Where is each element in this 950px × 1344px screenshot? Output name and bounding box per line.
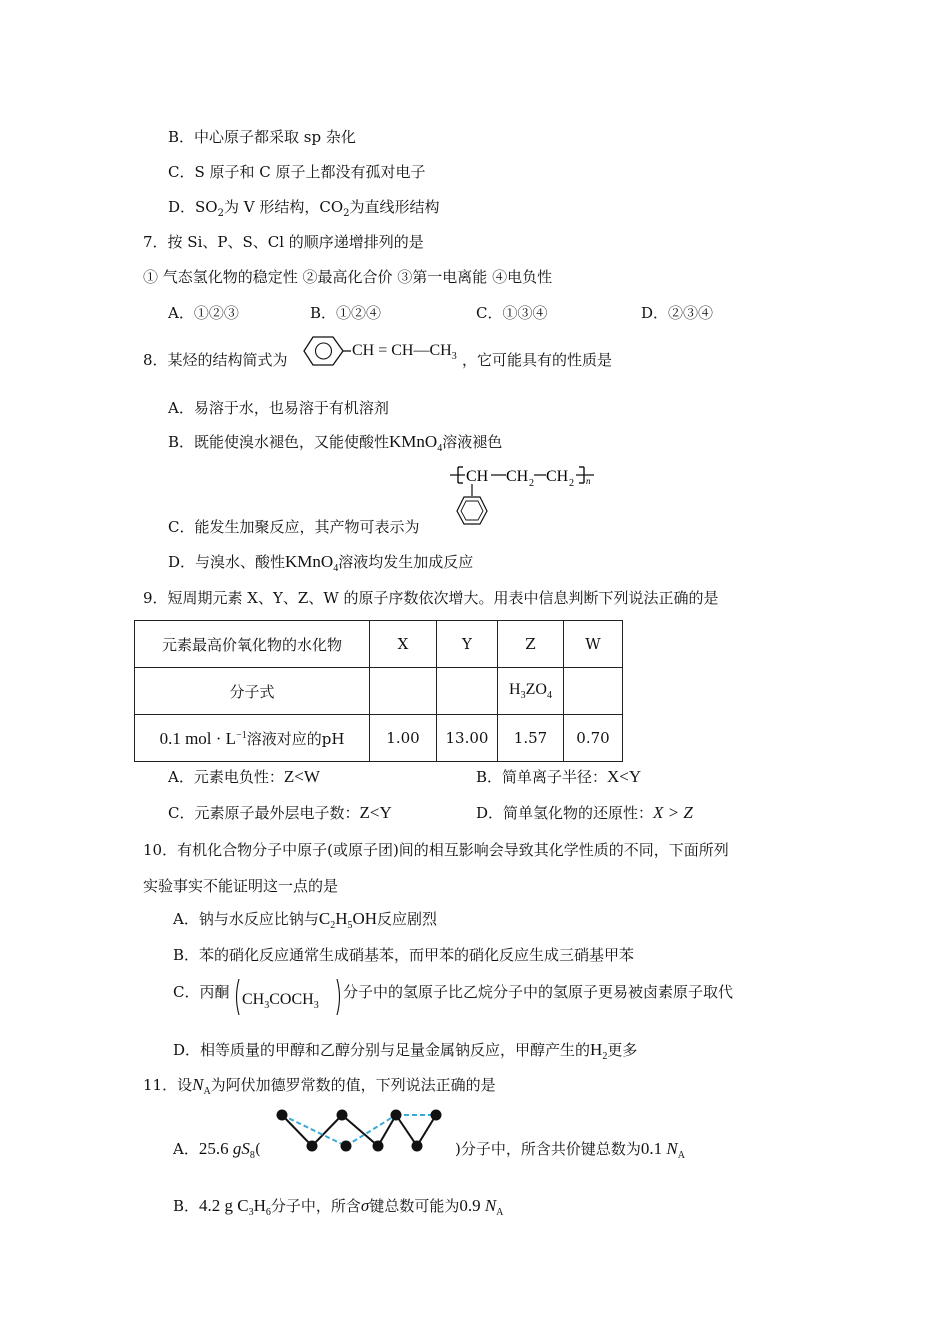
table-cell-w-formula [564,668,623,715]
table-header-z: Z [498,621,564,668]
q9-option-a: A．元素电负性：Z<W [168,767,320,786]
q7-option-c: C．①③④ [476,304,548,322]
q11-option-a-suffix: )分子中，所含共价键总数为0.1 $N_A$ [455,1139,685,1161]
q8-option-b: B．既能使溴水褪色，又能使酸性KMnO$_4$溶液褪色 [168,432,503,454]
q7-items: ① 气态氢化物的稳定性 ②最高化合价 ③第一电离能 ④电负性 [143,268,553,286]
q8-option-a: A．易溶于水，也易溶于有机溶剂 [168,399,389,417]
q7-option-b: B．①②④ [310,304,382,322]
table-cell-x-ph: 1.00 [370,715,437,762]
polymer-ch2-a: CH [506,468,529,485]
sulfur-atom [391,1110,402,1121]
sulfur-atom [337,1110,348,1121]
q6-option-d: D．$SO_2$为 V 形结构，$CO_2$为直线形结构 [168,198,440,219]
q9-option-c: C．元素原子最外层电子数：Z<Y [168,803,392,822]
q7-option-d: D．②③④ [641,304,714,322]
q10-option-c-prefix: C．丙酮 [173,983,230,1001]
q11-option-b: B．4.2 g $C_3H_6$分子中，所含σ键总数可能为0.9 $N_A$ [173,1196,504,1218]
sulfur-atom [373,1141,384,1152]
table-cell-w-ph: 0.70 [564,715,623,762]
benzene-ring-icon [303,334,349,368]
q8-stem-suffix: ，它可能具有的性质是 [462,351,613,369]
q9-table [134,620,623,762]
table-header-w: W [564,621,623,668]
s8-ring-diagram [270,1105,445,1155]
polymer-ch2-b-sub: 2 [569,478,574,489]
sulfur-atom [341,1141,352,1152]
table-header-y: Y [437,621,498,668]
polymer-ch2-a-sub: 2 [529,478,534,489]
table-row-ph-label: 0.1 mol · $L^{-1}$溶液对应的pH [135,715,370,762]
sulfur-atom [307,1141,318,1152]
q6-option-b: B．中心原子都采取 sp 杂化 [168,128,356,146]
polymer-ch: CH [466,468,489,485]
q9-option-d: D．简单氢化物的还原性：X > Z [476,803,693,822]
q11-stem: 11．设$N_A$为阿伏加德罗常数的值，下列说法正确的是 [143,1075,496,1097]
q6-option-c: C．S 原子和 C 原子上都没有孤对电子 [168,163,426,181]
q10-stem-line2: 实验事实不能证明这一点的是 [143,877,339,895]
q10-option-c-suffix: 分子中的氢原子比乙烷分子中的氢原子更易被卤素原子取代 [343,983,734,1001]
polymer-structure [448,462,598,534]
q9-option-b: B．简单离子半径：X<Y [476,767,642,786]
table-header-x: X [370,621,437,668]
table-cell-y-formula [437,668,498,715]
table-row-formula-label: 分子式 [135,668,370,715]
table-cell-z-formula: $H_3ZO_4$ [498,668,564,715]
table-cell-z-ph: 1.57 [498,715,564,762]
q9-stem: 9．短周期元素 X、Y、Z、W 的原子序数依次增大。用表中信息判断下列说法正确的是 [143,589,719,607]
polymer-ch2-b: CH [546,468,569,485]
q10-option-d: D．相等质量的甲醇和乙醇分别与足量金属钠反应，甲醇产生的$H_2$更多 [173,1040,638,1062]
polymer-n: n [586,476,591,486]
sulfur-atom [412,1141,423,1152]
table-cell-x-formula [370,668,437,715]
q10-stem-line1: 10．有机化合物分子中原子(或原子团)间的相互影响会导致其化学性质的不同，下面所列 [143,841,729,859]
q8-stem-prefix: 8．某烃的结构简式为 [143,351,288,369]
q10-option-b: B．苯的硝化反应通常生成硝基苯，而甲苯的硝化反应生成三硝基甲苯 [173,946,635,964]
acetone-formula-text: $CH_3COCH_3$ [242,991,319,1012]
q8-option-c: C．能发生加聚反应，其产物可表示为 [168,518,420,536]
sulfur-atom [277,1110,288,1121]
q8-option-d: D．与溴水、酸性KMnO$_4$溶液均发生加成反应 [168,552,474,574]
q8-formula: CH = $CH—CH_3$ [352,342,457,363]
q7-stem: 7．按 Si、P、S、Cl 的顺序递增排列的是 [143,233,424,251]
table-header-label: 元素最高价氧化物的水化物 [135,621,370,668]
table-cell-y-ph: 13.00 [437,715,498,762]
q10-option-a: A．钠与水反应比钠与$C_2H_5OH$反应剧烈 [173,909,438,931]
q7-option-a: A．①②③ [168,304,239,322]
sulfur-atom [431,1110,442,1121]
q11-option-a-prefix: A．25.6 $gS_8$( [173,1139,261,1161]
